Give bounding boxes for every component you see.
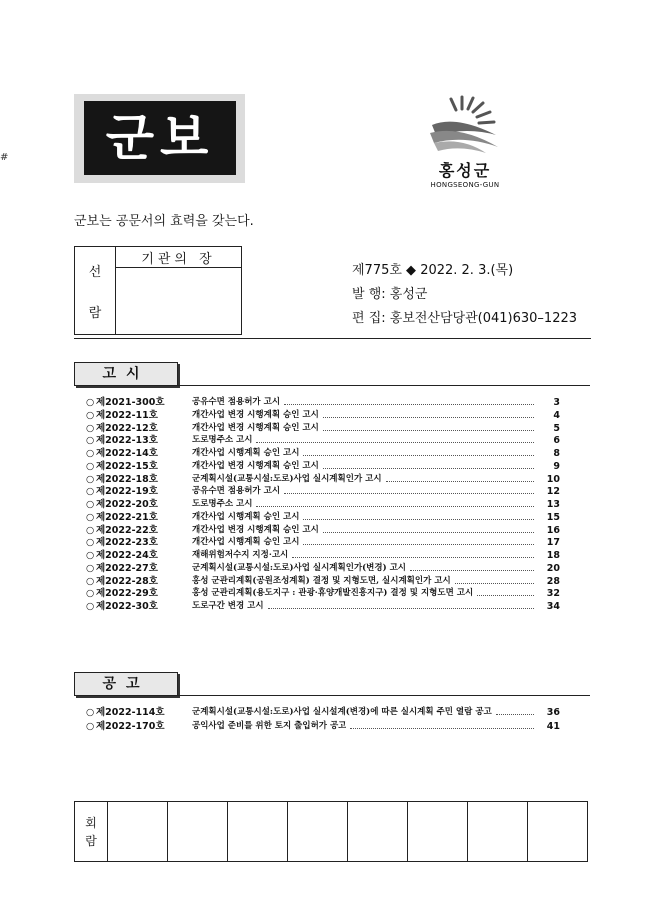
toc-title: 홍성 군관리계획(공원조성계획) 결정 및 지형도면, 실시계획인가 고시 [192,575,451,586]
circulation-label-bottom: 람 [85,833,97,848]
toc-row [86,409,560,422]
toc-row [86,562,560,575]
toc-row [86,447,560,460]
toc-number: 제2022-18호 [96,473,158,485]
toc-leader-dots [323,409,534,418]
toc-title: 도로명주소 고시 [192,435,253,446]
toc-leader-dots [256,498,534,507]
toc-number: 제2022-30호 [96,601,158,612]
toc-number: 제2022-27호 [96,562,158,574]
issue-number: 제775호 ◆ 2022. 2. 3.(목) [352,263,514,278]
toc-number: 제2021-300호 [96,397,165,408]
toc-page-number: 20 [546,562,560,574]
toc-row [86,720,560,733]
toc-leader-dots [323,422,534,431]
circulation-box [74,801,588,862]
toc-row [86,396,560,409]
toc-leader-dots [303,536,534,545]
toc-page-number: 12 [546,486,560,498]
toc-number: 제2022-114호 [96,707,165,718]
toc-title: 도로명주소 고시 [192,499,253,509]
approval-signature-cell [116,268,242,335]
circulation-label-cell [75,802,108,862]
toc-title: 홍성 군관리계획(용도지구 : 관광·휴양개발진흥지구) 결정 및 지형도면 고시 [192,588,474,599]
toc-bullet: ○ [86,550,95,561]
approval-label-top: 선 [88,264,102,280]
toc-leader-dots [386,473,534,482]
toc-leader-dots [256,434,534,443]
toc-leader-dots [284,485,534,494]
editor: 편 집: 홍보전산담당관(041)630–1223 [352,311,578,326]
toc-leader-dots [496,706,534,715]
circulation-cell [228,802,288,862]
toc-bullet: ○ [86,721,95,732]
approval-label-bottom: 람 [88,305,102,321]
toc-bullet: ○ [86,707,95,718]
toc-row [86,549,560,562]
toc-title: 공유수면 점용허가 고시 [192,397,281,407]
toc-number: 제2022-21호 [96,511,158,523]
toc-number: 제2022-23호 [96,537,158,549]
toc-row [86,434,560,447]
toc-page-number: 4 [553,409,560,421]
toc-bullet: ○ [86,499,95,510]
toc-leader-dots [303,511,534,520]
circulation-label-top: 회 [85,815,97,830]
toc-number: 제2022-170호 [96,721,165,732]
toc-title: 군계획시설(교통시설:도로)사업 실시계획인가(변경) 고시 [192,562,406,573]
toc-leader-dots [323,524,534,533]
toc-page-number: 6 [553,435,560,447]
toc-title: 군계획시설(교통시설:도로)사업 실시설계(변경)에 따른 실시계획 주민 열람 공고 [192,707,492,717]
logo-name-en: HONGSEONG-GUN [430,181,500,189]
toc-leader-dots [477,587,534,596]
approval-box [74,246,242,335]
section-rule [178,385,590,386]
toc-title: 개간사업 변경 시행계획 승인 고시 [192,409,319,420]
approval-header: 기관의 장 [116,247,242,268]
circulation-cell [468,802,528,862]
toc-number: 제2022-19호 [96,486,158,498]
toc-row [86,485,560,498]
toc-number: 제2022-11호 [96,409,158,421]
publisher: 발 행: 홍성군 [352,287,428,302]
toc-title: 개간사업 변경 시행계획 승인 고시 [192,524,319,535]
toc-bullet: ○ [86,435,95,447]
toc-title: 개간사업 시행계획 승인 고시 [192,511,300,522]
toc-row [86,498,560,511]
toc-number: 제2022-20호 [96,499,158,510]
toc-page-number: 28 [546,575,560,587]
toc-title: 도로구간 변경 고시 [192,601,264,611]
toc-page-number: 15 [546,511,560,523]
toc-number: 제2022-13호 [96,435,158,447]
toc-page-number: 36 [546,707,560,718]
toc-leader-dots [323,460,534,469]
toc-number: 제2022-24호 [96,550,158,561]
toc-page-number: 17 [546,537,560,549]
toc-bullet: ○ [86,511,95,523]
toc-bullet: ○ [86,524,95,536]
toc-bullet: ○ [86,562,95,574]
toc-title: 군계획시설(교통시설:도로)사업 실시계획인가 고시 [192,473,382,484]
toc-bullet: ○ [86,601,95,612]
toc-title: 개간사업 변경 시행계획 승인 고시 [192,460,319,471]
circulation-cell [528,802,588,862]
toc-row [86,587,560,600]
section-heading-notices: 고시 [74,362,178,386]
toc-page-number: 16 [546,524,560,536]
side-mark: # [0,152,9,163]
toc-bullet: ○ [86,575,95,587]
toc-title: 개간사업 시행계획 승인 고시 [192,448,300,458]
toc-number: 제2022-14호 [96,448,158,459]
toc-title: 공유수면 점용허가 고시 [192,486,281,497]
hongseong-emblem-icon [426,95,504,155]
toc-page-number: 9 [553,460,560,472]
circulation-cell [288,802,348,862]
toc-row [86,706,560,719]
toc-row [86,460,560,473]
toc-bullet: ○ [86,537,95,549]
toc-title: 재해위험저수지 지정·고시 [192,550,289,560]
section-heading-announcements: 공고 [74,672,178,696]
toc-number: 제2022-29호 [96,588,158,600]
toc-row [86,575,560,588]
circulation-cell [168,802,228,862]
toc-number: 제2022-12호 [96,422,158,434]
toc-page-number: 8 [553,448,560,459]
section-rule [178,695,590,696]
toc-page-number: 13 [546,499,560,510]
toc-bullet: ○ [86,397,95,408]
toc-bullet: ○ [86,422,95,434]
toc-row [86,511,560,524]
toc-leader-dots [292,549,534,558]
toc-number: 제2022-28호 [96,575,158,587]
toc-bullet: ○ [86,473,95,485]
toc-bullet: ○ [86,448,95,459]
toc-leader-dots [284,396,534,405]
toc-bullet: ○ [86,486,95,498]
circulation-cell [408,802,468,862]
toc-bullet: ○ [86,460,95,472]
toc-row [86,600,560,613]
toc-page-number: 10 [546,473,560,485]
toc-page-number: 32 [546,588,560,600]
toc-title: 공익사업 준비를 위한 토지 출입허가 공고 [192,721,347,731]
toc-page-number: 18 [546,550,560,561]
toc-number: 제2022-22호 [96,524,158,536]
toc-page-number: 3 [553,397,560,408]
toc-number: 제2022-15호 [96,460,158,472]
toc-leader-dots [410,562,534,571]
tagline: 군보는 공문서의 효력을 갖는다. [74,214,254,229]
toc-row [86,473,560,486]
header-divider [74,338,591,339]
toc-page-number: 5 [553,422,560,434]
toc-page-number: 41 [546,721,560,732]
toc-leader-dots [350,720,534,729]
toc-leader-dots [268,600,534,609]
toc-row [86,524,560,537]
toc-leader-dots [303,447,534,456]
toc-row [86,536,560,549]
circulation-cell [348,802,408,862]
logo-name: 홍성군 [438,161,492,180]
circulation-cell [108,802,168,862]
toc-bullet: ○ [86,409,95,421]
page-title: 군보 [84,101,236,175]
toc-title: 개간사업 변경 시행계획 승인 고시 [192,422,319,433]
toc-title: 개간사업 시행계획 승인 고시 [192,537,300,548]
toc-page-number: 34 [546,601,560,612]
toc-leader-dots [455,575,534,584]
toc-row [86,422,560,435]
toc-bullet: ○ [86,588,95,600]
